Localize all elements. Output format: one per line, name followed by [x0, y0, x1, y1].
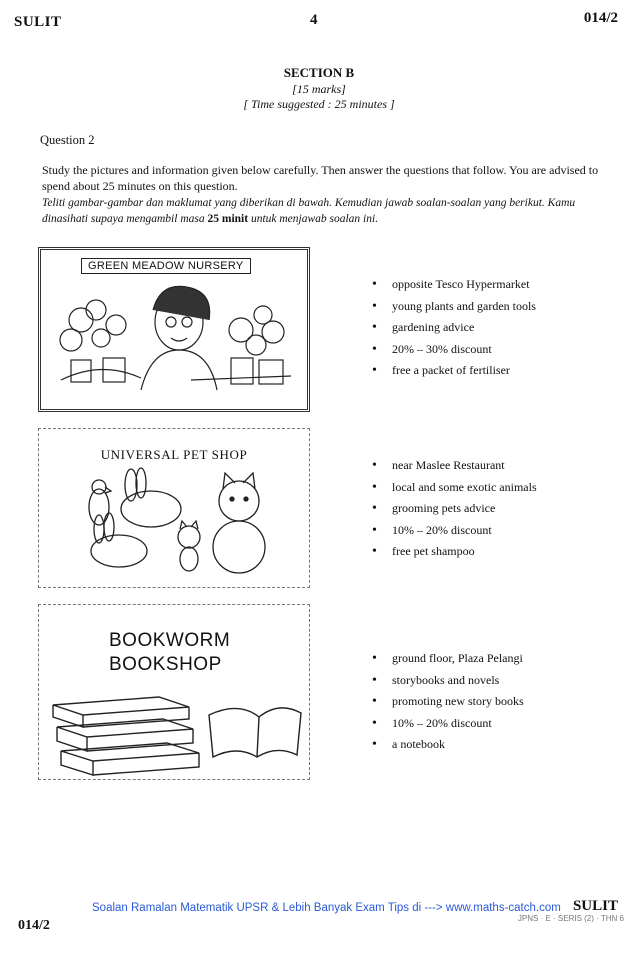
pet-shop-picture	[38, 428, 310, 588]
pet-shop-info-list	[372, 455, 622, 563]
list-item: • promoting new story books	[372, 691, 622, 713]
pet-animals-illustration	[39, 429, 309, 587]
list-item: • grooming pets advice	[372, 498, 622, 520]
bookshop-picture	[38, 604, 310, 780]
footer-paper-code: 014/2	[18, 918, 50, 933]
list-item: • near Maslee Restaurant	[372, 455, 622, 477]
section-time: [ Time suggested : 25 minutes ]	[243, 97, 395, 111]
footer-series-note: JPNS · E · SERIS (2) · THN 6	[517, 914, 624, 923]
section-title: SECTION B	[283, 65, 355, 80]
list-item: • young plants and garden tools	[372, 296, 622, 318]
bookshop-info-list	[372, 648, 622, 756]
list-item: • opposite Tesco Hypermarket	[372, 274, 622, 296]
nursery-info-list	[372, 274, 622, 382]
list-item: • a notebook	[372, 734, 622, 756]
instruction-malay	[42, 195, 602, 227]
list-item: • 10% – 20% discount	[372, 520, 622, 542]
list-item: • free pet shampoo	[372, 541, 622, 563]
books-illustration	[39, 605, 309, 779]
instruction-english: Study the pictures and information given below carefully. Then answer the questions that follow. You are advised to spend about 25 minutes on this question.	[42, 163, 599, 193]
section-marks: [15 marks]	[292, 82, 346, 96]
list-item: • 10% – 20% discount	[372, 713, 622, 735]
question-label: Question 2	[40, 133, 95, 147]
nursery-sign: GREEN MEADOW NURSERY	[81, 258, 251, 274]
page-number: 4	[310, 12, 318, 28]
nursery-picture	[38, 247, 310, 412]
list-item: • ground floor, Plaza Pelangi	[372, 648, 622, 670]
bookshop-sign-line1: BOOKWORM	[109, 630, 231, 651]
footer-website-link[interactable]: Soalan Ramalan Matematik UPSR & Lebih Banyak Exam Tips di ---> www.maths-catch.com	[92, 902, 561, 914]
list-item: • local and some exotic animals	[372, 477, 622, 499]
instruction-malay-part2: untuk menjawab soalan ini.	[248, 213, 379, 225]
list-item: • gardening advice	[372, 317, 622, 339]
instruction-malay-bold: 25 minit	[207, 213, 249, 225]
header-sulit: SULIT	[14, 14, 62, 30]
paper-code: 014/2	[583, 10, 618, 26]
list-item: • storybooks and novels	[372, 670, 622, 692]
pet-shop-sign: UNIVERSAL PET SHOP	[100, 447, 248, 462]
list-item: • free a packet of fertiliser	[372, 360, 622, 382]
instruction-malay-part1: Teliti gambar-gambar dan maklumat yang diberikan di bawah. Kemudian jawab soalan-soalan yang berikut. Kamu dinasihati supaya mengambil masa	[42, 197, 576, 225]
list-item: • 20% – 30% discount	[372, 339, 622, 361]
footer-sulit: SULIT	[572, 898, 618, 914]
bookshop-sign-line2: BOOKSHOP	[109, 654, 222, 675]
